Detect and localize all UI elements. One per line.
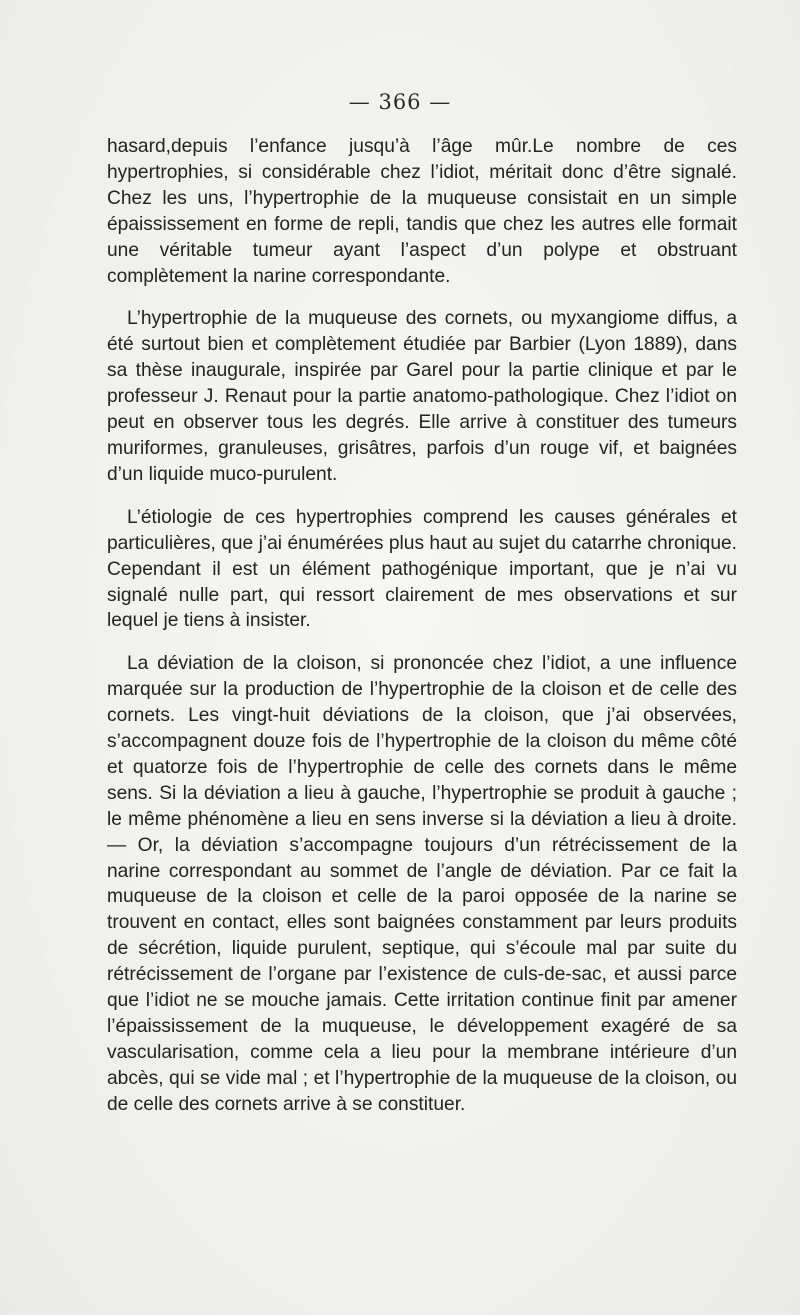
paragraph-etiologie: L’étiologie de ces hypertrophies comprend les causes générales et particulières, que j’ai énumérées plus haut au sujet du catarrhe chronique. Cependant il est un élément pathogénique important, que je n’ai vu signalé nulle part, qui ressort clairement de mes observations et sur lequel je tiens à insister. <box>107 506 737 632</box>
paragraph-continuation: hasard,depuis l’enfance jusqu’à l’âge mûr.Le nombre de ces hypertrophies, si considérable chez l’idiot, méritait donc d’être signalé. Chez les uns, l’hypertrophie de la muqueuse consistait en un simple épaississement en forme de repli, tandis que chez les autres elle formait une véritable tumeur ayant l’aspect d’un polype et obstruant complètement la narine correspondante. <box>107 136 737 287</box>
page-number: — 366 — <box>348 90 452 114</box>
paragraph-myxangiome: L’hypertrophie de la muqueuse des cornets, ou myxangiome diffus, a été surtout bien et complètement étudiée par Barbier (Lyon 1889), dans sa thèse inaugurale, inspirée par Garel pour la partie clinique et par le professeur J. Renaut pour la partie anatomo-pathologique. Chez l’idiot on peut en observer tous les degrés. Elle arrive à constituer des tumeurs muriformes, granuleuses, grisâtres, parfois d’un rouge vif, et baignées d’un liquide muco-purulent. <box>107 308 737 485</box>
paragraph-deviation: La déviation de la cloison, si prononcée chez l’idiot, a une influence marquée sur la production de l’hypertrophie de la cloison et de celle des cornets. Les vingt-huit déviations de la cloison, que j’ai observées, s’accompagnent douze fois de l’hypertrophie de la cloison du même côté et quatorze fois de l’hypertrophie de celle des cornets dans le même sens. Si la déviation a lieu à gauche, l’hypertrophie se produit à gauche ; le même phénomène a lieu en sens inverse si la déviation a lieu à droite. — Or, la déviation s’accompagne toujours d’un rétrécissement de la narine correspondant au sommet de l’angle de déviation. Par ce fait la muqueuse de la cloison et celle de la paroi opposée de la narine se trouvent en contact, elles sont baignées constamment par leurs produits de sécrétion, liquide purulent, septique, qui s’écoule mal par suite du rétrécissement de l’organe par l’existence de culs-de-sac, et aussi parce que l’idiot ne se mouche jamais. Cette irritation continue finit par amener l’épaississement de la muqueuse, le développement exagéré de sa vascularisation, comme cela a lieu pour la membrane intérieure d’un abcès, qui se vide mal ; et l’hypertrophie de la muqueuse de la cloison, ou de celle des cornets arrive à se constituer. <box>107 653 737 1115</box>
page-body <box>107 134 737 1135</box>
